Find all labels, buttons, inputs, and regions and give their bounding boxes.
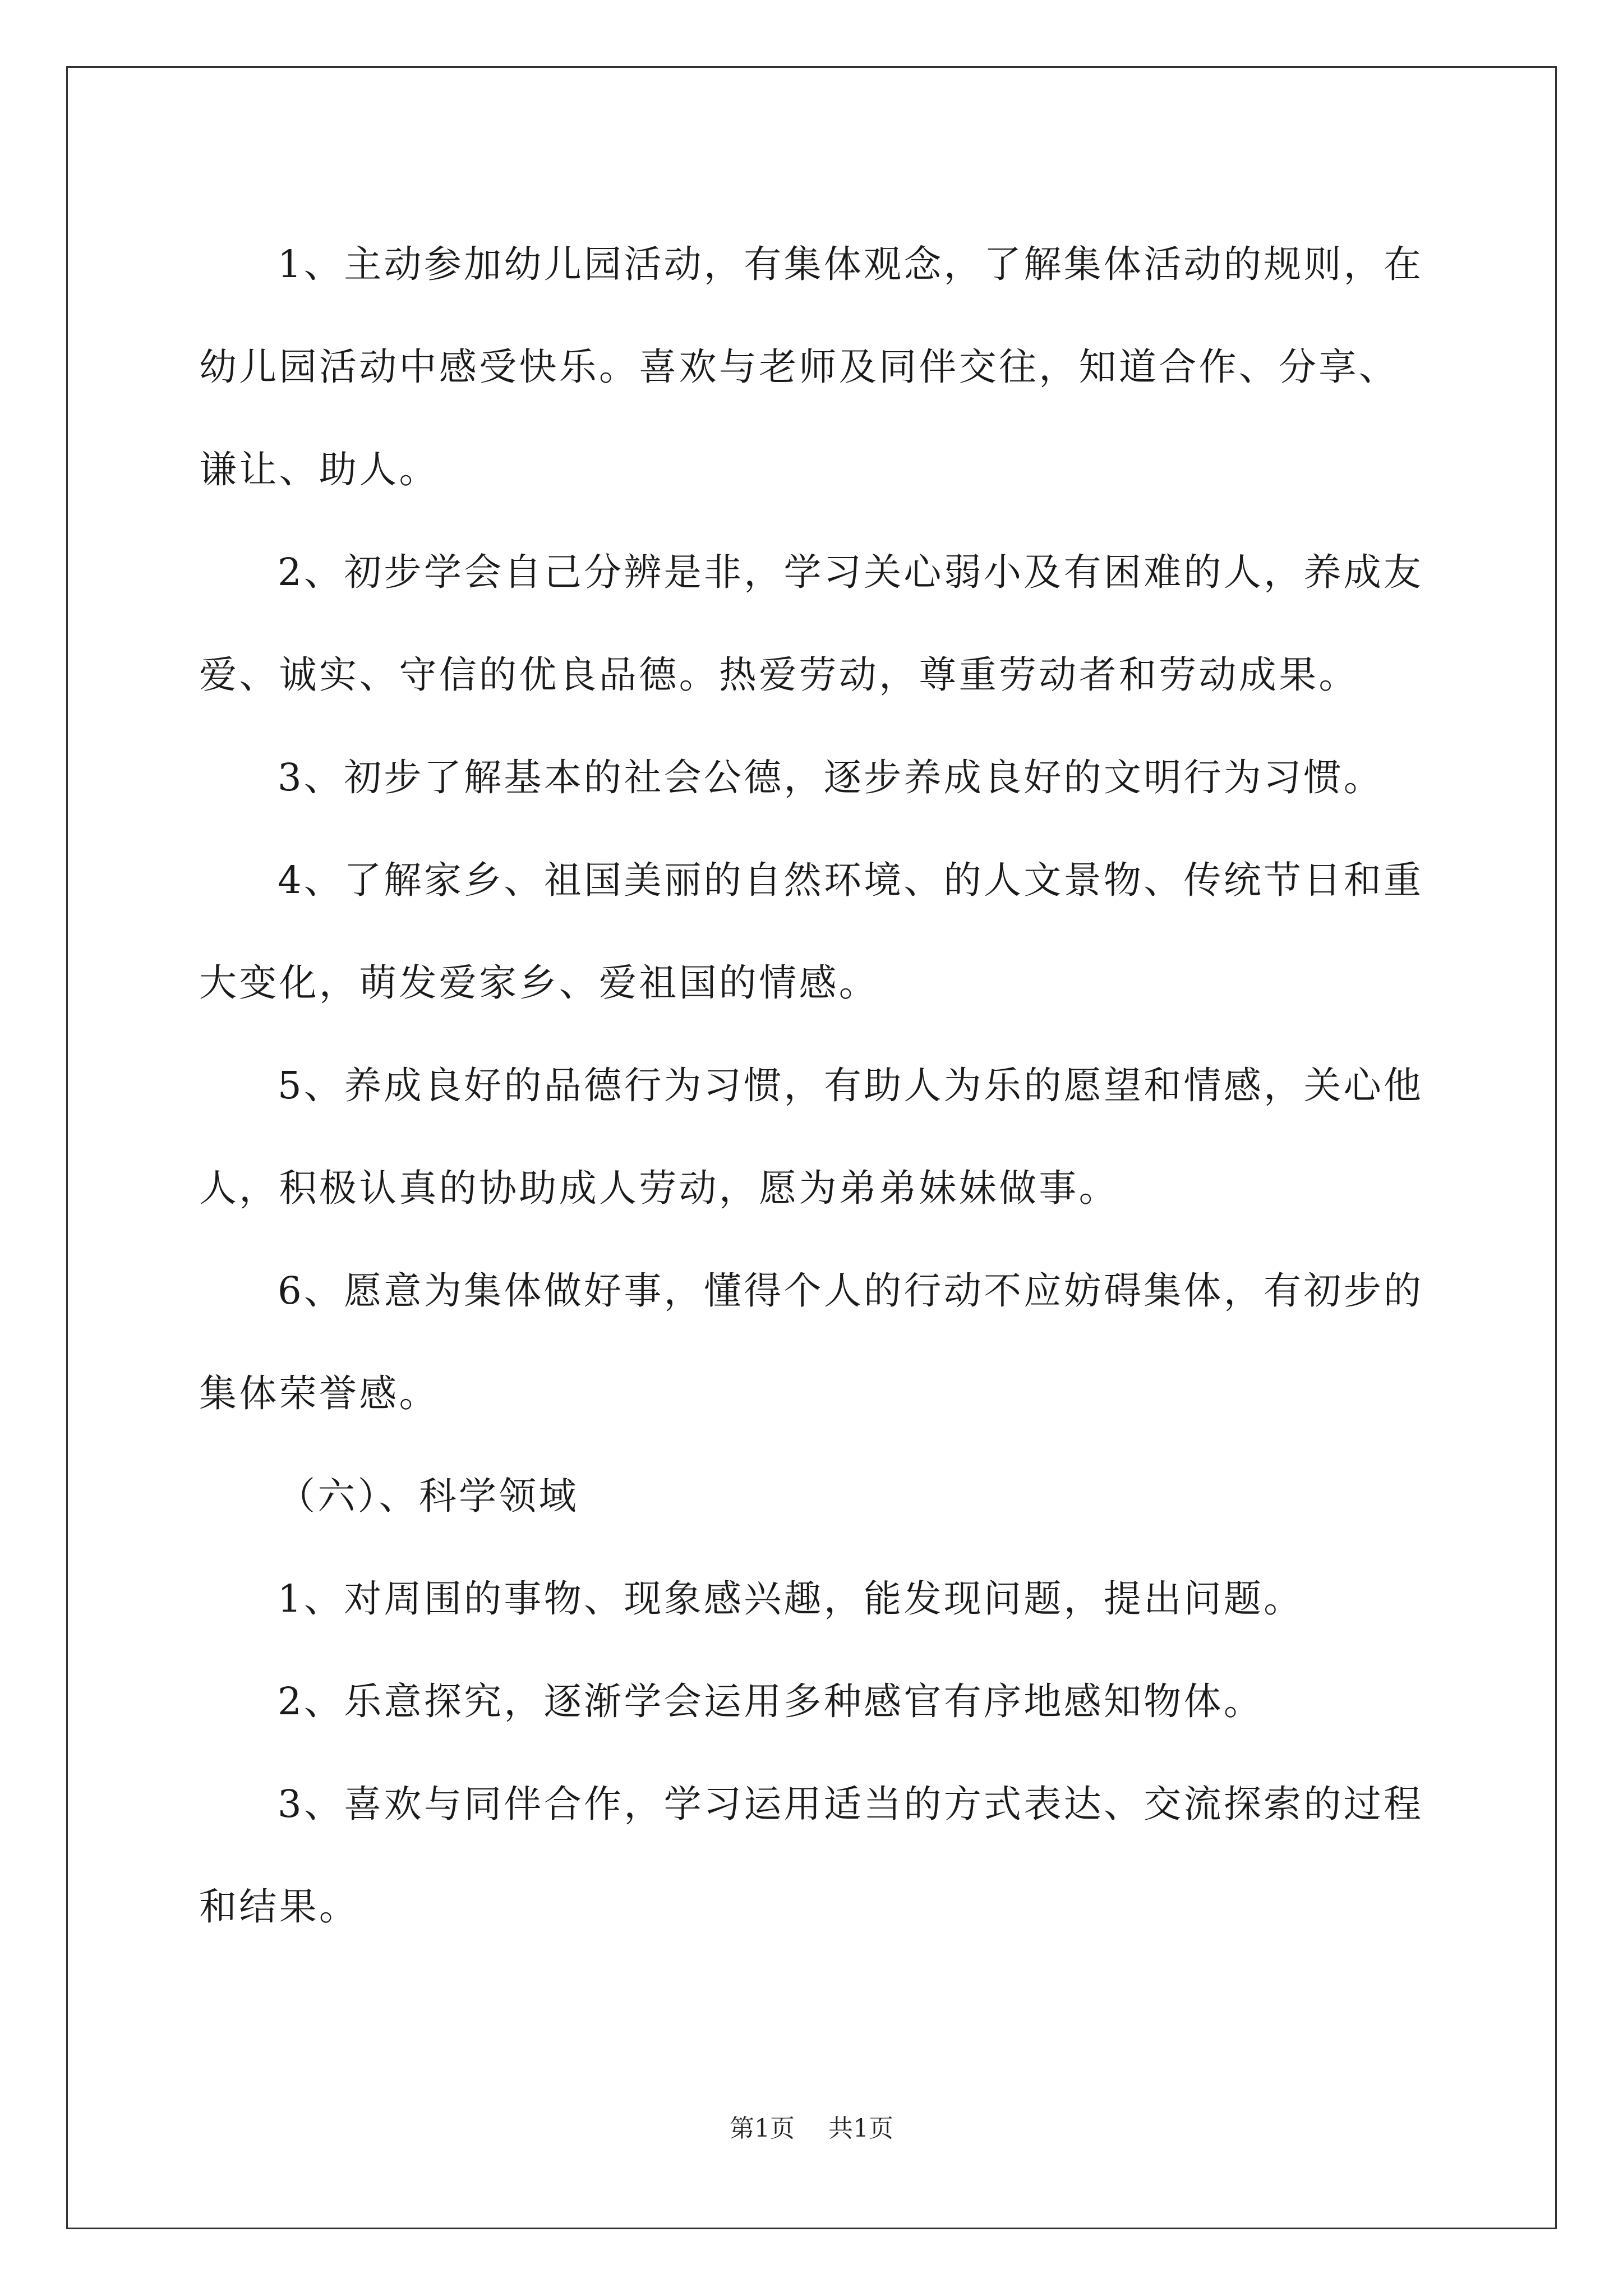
- page-number: 第1页: [730, 2114, 795, 2143]
- paragraph-social-4: 4、了解家乡、祖国美丽的自然环境、的人文景物、传统节日和重大变化，萌发爱家乡、爱祖国的情感。: [199, 858, 1424, 1005]
- paragraph-social-1: 1、主动参加幼儿园活动，有集体观念，了解集体活动的规则，在幼儿园活动中感受快乐。喜欢与老师及同伴交往，知道合作、分享、谦让、助人。: [199, 242, 1424, 491]
- paragraph-social-2: 2、初步学会自己分辨是非，学习关心弱小及有困难的人，养成友爱、诚实、守信的优良品德。热爱劳动，尊重劳动者和劳动成果。: [199, 550, 1424, 697]
- document-body: [199, 213, 1430, 1958]
- paragraph-social-3: 3、初步了解基本的社会公德，逐步养成良好的文明行为习惯。: [278, 756, 1384, 799]
- page-total: 共1页: [828, 2114, 893, 2143]
- paragraph-science-1: 1、对周围的事物、现象感兴趣，能发现问题，提出问题。: [278, 1577, 1304, 1621]
- paragraph-social-5: 5、养成良好的品德行为习惯，有助人为乐的愿望和情感，关心他人，积极认真的协助成人劳动，愿为弟弟妹妹做事。: [199, 1064, 1424, 1210]
- page-footer: [0, 2112, 1623, 2146]
- paragraph-science-2: 2、乐意探究，逐渐学会运用多种感官有序地感知物体。: [278, 1680, 1264, 1723]
- paragraph-social-6: 6、愿意为集体做好事，懂得个人的行动不应妨碍集体，有初步的集体荣誉感。: [199, 1269, 1424, 1415]
- section-heading-science: （六）、科学领域: [278, 1474, 579, 1518]
- paragraph-science-3: 3、喜欢与同伴合作，学习运用适当的方式表达、交流探索的过程和结果。: [199, 1782, 1424, 1929]
